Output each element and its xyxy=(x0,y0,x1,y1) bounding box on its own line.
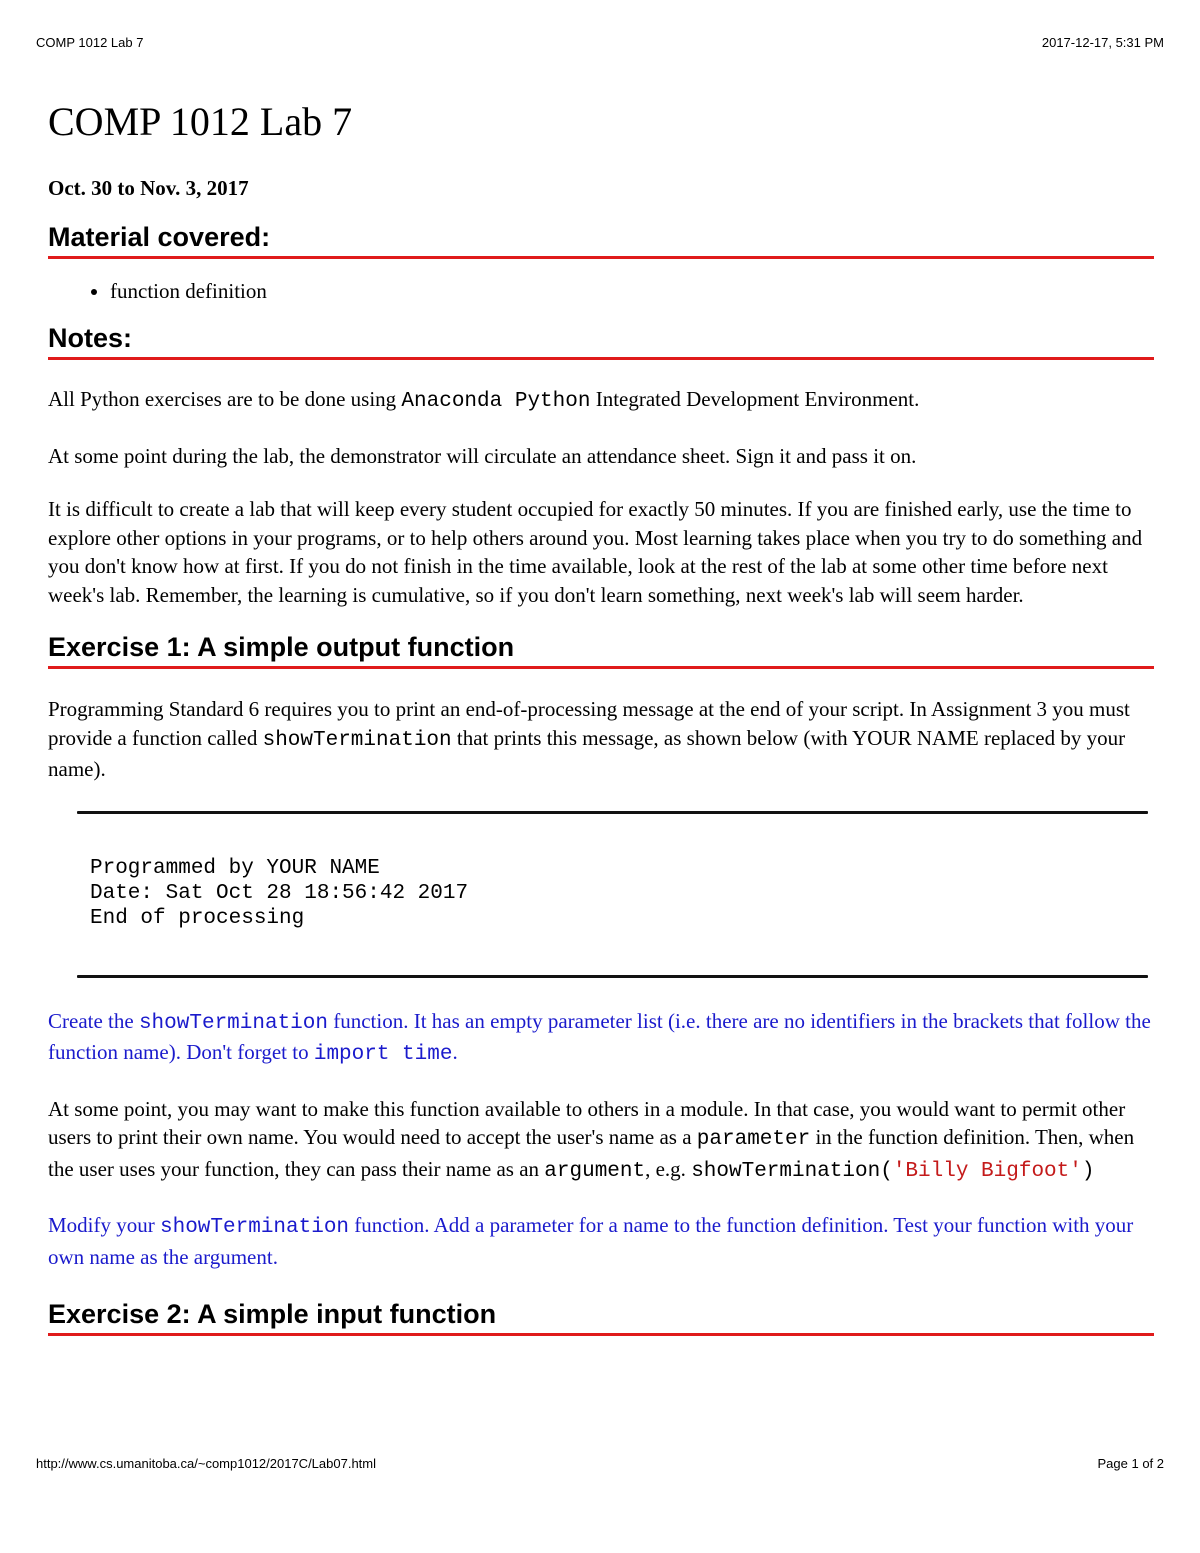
material-list xyxy=(48,277,1154,305)
notes-paragraph-ide: All Python exercises are to be done using Anaconda Python Integrated Development Environment. xyxy=(48,387,920,413)
inline-code: showTermination xyxy=(138,1011,328,1035)
print-footer-url: http://www.cs.umanitoba.ca/~comp1012/2017C/Lab07.html xyxy=(36,1456,377,1471)
inline-code: Anaconda Python xyxy=(401,390,591,413)
sample-output-block: Programmed by YOUR NAME Date: Sat Oct 28 18:56:42 2017 End of processing xyxy=(90,856,469,930)
print-footer xyxy=(36,1456,1164,1471)
inline-code-string: 'Billy Bigfoot' xyxy=(892,1159,1082,1183)
exercise1-task-modify: Modify your showTermination function. Add a parameter for a name to the function definition. Test your function with your own name as the argument. xyxy=(48,1213,1134,1269)
lab-dates: Oct. 30 to Nov. 3, 2017 xyxy=(48,176,249,200)
divider xyxy=(77,975,1148,978)
section-heading-exercise-1: Exercise 1: A simple output function xyxy=(48,630,1154,669)
print-footer-page: Page 1 of 2 xyxy=(1097,1456,1164,1471)
inline-code: showTermination xyxy=(160,1216,350,1239)
inline-code: argument xyxy=(544,1159,646,1183)
inline-code: showTermination( xyxy=(691,1159,893,1183)
divider xyxy=(77,811,1148,814)
inline-code: showTermination xyxy=(262,728,452,752)
notes-paragraph-attendance: At some point during the lab, the demonstrator will circulate an attendance sheet. Sign it and pass it on. xyxy=(48,443,917,468)
exercise1-module-paragraph: At some point, you may want to make this function available to others in a module. In that case, you would want to permit other users to print their own name. You would need to accept the user's name as a parameter in the function definition. Then, when the user uses your function, they can pass their name as an argument, e.g. showTermination('Billy Bigfoot') xyxy=(48,1096,1135,1183)
notes-paragraph-timing: It is difficult to create a lab that will keep every student occupied for exactly 50 minutes. If you are finished early, use the time to explore other options in your programs, or to help others around you. Most learning takes place when you try to do something and you don't know how at first. If you do not finish in the time available, look at the rest of the lab at some other time before next week's lab. Remember, the learning is cumulative, so if you don't learn something, next week's lab will seem harder. xyxy=(48,497,1143,607)
document-body xyxy=(48,96,1154,1336)
inline-code: import time xyxy=(313,1043,453,1066)
section-heading-notes: Notes: xyxy=(48,321,1154,360)
print-header-title: COMP 1012 Lab 7 xyxy=(36,35,144,50)
exercise1-task-create: Create the showTermination function. It has an empty parameter list (i.e. there are no identifiers in the brackets that follow the function name). Don't forget to import time. xyxy=(48,1008,1151,1066)
page-title: COMP 1012 Lab 7 xyxy=(48,99,353,144)
print-header xyxy=(36,35,1164,50)
inline-code: parameter xyxy=(696,1128,811,1151)
print-header-timestamp: 2017-12-17, 5:31 PM xyxy=(1041,35,1164,50)
list-item: • function definition xyxy=(110,277,1154,305)
exercise1-intro: Programming Standard 6 requires you to print an end-of-processing message at the end of your script. In Assignment 3 you must provide a function called showTermination that prints this message, as shown below (with YOUR NAME replaced by your name). xyxy=(48,697,1130,781)
section-heading-exercise-2: Exercise 2: A simple input function xyxy=(48,1297,1154,1336)
section-heading-material: Material covered: xyxy=(48,220,1154,259)
